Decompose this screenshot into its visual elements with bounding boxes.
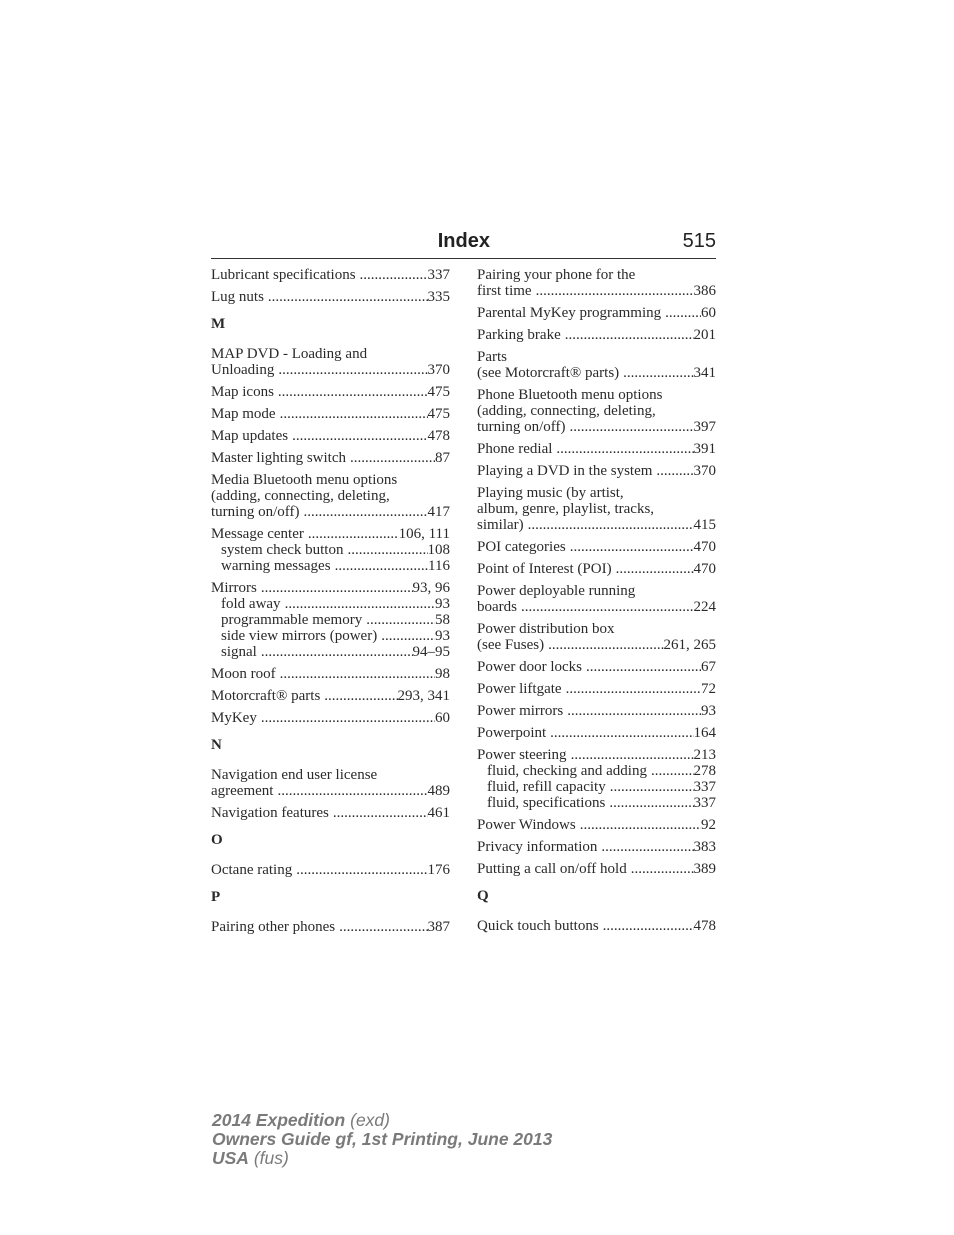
index-entry: [477, 349, 716, 381]
entry-text: Playing music (by artist,: [477, 485, 624, 501]
entry-text: Power door locks: [477, 659, 582, 675]
index-line: [211, 710, 450, 726]
index-line: [477, 419, 716, 435]
entry-page-number: 370: [693, 463, 716, 479]
index-entry: [477, 267, 716, 299]
entry-text: Octane rating: [211, 862, 293, 878]
index-entry: [211, 688, 450, 704]
entry-text: signal: [221, 644, 257, 660]
index-entry: [477, 725, 716, 741]
dot-leader: [276, 666, 435, 682]
entry-text: Phone redial: [477, 441, 553, 457]
footer-line-3: USA (fus): [212, 1148, 289, 1168]
entry-page-number: 478: [427, 428, 450, 444]
entry-text: Parking brake: [477, 327, 561, 343]
entry-text: Putting a call on/off hold: [477, 861, 627, 877]
dot-leader: [524, 517, 694, 533]
index-entry: [211, 862, 450, 878]
index-entry: [211, 919, 450, 935]
dot-leader: [257, 644, 413, 660]
dot-leader: [292, 862, 427, 878]
dot-leader: [562, 681, 701, 697]
index-entry: [211, 580, 450, 660]
dot-leader: [661, 305, 701, 321]
index-line: [211, 428, 450, 444]
dot-leader: [576, 817, 701, 833]
index-entry: [211, 267, 450, 283]
dot-leader: [567, 747, 694, 763]
entry-page-number: 93: [435, 596, 450, 612]
entry-text: Parts: [477, 349, 507, 365]
entry-text: Navigation features: [211, 805, 329, 821]
dot-leader: [552, 441, 693, 457]
entry-text: system check button: [221, 542, 344, 558]
entry-text: Privacy information: [477, 839, 598, 855]
index-entry: [211, 346, 450, 378]
index-entry: [477, 681, 716, 697]
index-entry: [211, 289, 450, 305]
index-line: [211, 362, 450, 378]
entry-text: Power Windows: [477, 817, 576, 833]
entry-text: fluid, checking and adding: [487, 763, 647, 779]
entry-text: fold away: [221, 596, 281, 612]
entry-page-number: 94–95: [412, 644, 450, 660]
dot-leader: [619, 365, 693, 381]
entry-text: POI categories: [477, 539, 566, 555]
dot-leader: [546, 725, 693, 741]
entry-page-number: 261, 265: [663, 637, 716, 653]
entry-text: Phone Bluetooth menu options: [477, 387, 663, 403]
index-line: [211, 666, 450, 682]
index-entry: [211, 428, 450, 444]
index-entry: [211, 450, 450, 466]
index-line: [477, 501, 716, 517]
entry-page-number: 397: [693, 419, 716, 435]
dot-leader: [273, 783, 427, 799]
index-line: [477, 517, 716, 533]
entry-page-number: 106, 111: [398, 526, 450, 542]
index-line: [477, 463, 716, 479]
entry-page-number: 116: [428, 558, 450, 574]
footer: [212, 1111, 552, 1168]
entry-text: (adding, connecting, deleting,: [477, 403, 656, 419]
entry-text: turning on/off): [477, 419, 566, 435]
index-line: [477, 441, 716, 457]
entry-text: Playing a DVD in the system: [477, 463, 653, 479]
index-entry: [211, 384, 450, 400]
entry-text: (see Fuses): [477, 637, 545, 653]
index-line: [211, 504, 450, 520]
dot-leader: [346, 450, 435, 466]
section-letter: N: [211, 737, 222, 753]
entry-page-number: 417: [427, 504, 450, 520]
entry-page-number: 93: [435, 628, 450, 644]
index-entry: [477, 441, 716, 457]
index-line: [477, 747, 716, 763]
index-entry: [211, 472, 450, 520]
entry-text: Power liftgate: [477, 681, 562, 697]
index-entry: [477, 583, 716, 615]
index-entry: [477, 463, 716, 479]
index-subentry: [211, 612, 450, 628]
entry-page-number: 164: [693, 725, 716, 741]
page-number: 515: [682, 230, 716, 252]
entry-text: agreement: [211, 783, 274, 799]
dot-leader: [582, 659, 701, 675]
dot-leader: [566, 539, 694, 555]
footer-line-1: 2014 Expedition (exd): [212, 1110, 390, 1130]
entry-text: (see Motorcraft® parts): [477, 365, 620, 381]
dot-leader: [335, 919, 427, 935]
dot-leader: [274, 384, 428, 400]
entry-text: programmable memory: [221, 612, 363, 628]
entry-text: Pairing other phones: [211, 919, 336, 935]
index-entry: [477, 387, 716, 435]
dot-leader: [544, 637, 663, 653]
index-line: [211, 783, 450, 799]
entry-page-number: 67: [701, 659, 716, 675]
entry-page-number: 92: [701, 817, 716, 833]
dot-leader: [599, 918, 694, 934]
entry-page-number: 383: [693, 839, 716, 855]
index-line: [477, 861, 716, 877]
index-entry: [477, 817, 716, 833]
entry-page-number: 93: [701, 703, 716, 719]
index-line: [211, 862, 450, 878]
index-entry: [477, 747, 716, 811]
entry-text: Master lighting switch: [211, 450, 346, 466]
entry-page-number: 475: [427, 384, 450, 400]
dot-leader: [565, 419, 693, 435]
entry-text: Lubricant specifications: [211, 267, 356, 283]
section-letter: O: [211, 832, 223, 848]
dot-leader: [304, 526, 399, 542]
entry-text: Power deployable running: [477, 583, 636, 599]
index-line: [211, 472, 450, 488]
index-subentry: [477, 779, 716, 795]
index-line: [211, 406, 450, 422]
entry-page-number: 370: [427, 362, 450, 378]
dot-leader: [561, 327, 694, 343]
index-line: [477, 403, 716, 419]
entry-page-number: 415: [693, 517, 716, 533]
entry-text: Mirrors: [211, 580, 257, 596]
index-line: [477, 485, 716, 501]
entry-page-number: 478: [693, 918, 716, 934]
index-line: [477, 349, 716, 365]
index-subentry: [477, 795, 716, 811]
index-line: [211, 526, 450, 542]
entry-text: Motorcraft® parts: [211, 688, 321, 704]
entry-page-number: 224: [693, 599, 716, 615]
entry-page-number: 337: [427, 267, 450, 283]
index-entry: [211, 526, 450, 574]
entry-page-number: 213: [693, 747, 716, 763]
index-line: [477, 621, 716, 637]
dot-leader: [605, 795, 693, 811]
index-line: [211, 384, 450, 400]
index-line: [211, 767, 450, 783]
entry-text: Lug nuts: [211, 289, 264, 305]
index-line: [211, 580, 450, 596]
index-line: [477, 725, 716, 741]
dot-leader: [377, 628, 435, 644]
index-line: [477, 599, 716, 615]
index-line: [477, 659, 716, 675]
entry-page-number: 389: [693, 861, 716, 877]
index-subentry: [211, 644, 450, 660]
index-line: [211, 450, 450, 466]
entry-text: MAP DVD - Loading and: [211, 346, 368, 362]
dot-leader: [652, 463, 693, 479]
dot-leader: [329, 805, 428, 821]
dot-leader: [264, 289, 428, 305]
section-letter: Q: [477, 888, 489, 904]
dot-leader: [612, 561, 694, 577]
index-subentry: [477, 763, 716, 779]
index-line: [477, 918, 716, 934]
index-line: [477, 539, 716, 555]
index-entry: [477, 839, 716, 855]
entry-page-number: 489: [427, 783, 450, 799]
entry-page-number: 87: [435, 450, 450, 466]
index-line: [477, 387, 716, 403]
entry-page-number: 278: [693, 763, 716, 779]
index-entry: [477, 327, 716, 343]
index-entry: [477, 485, 716, 533]
index-line: [477, 703, 716, 719]
entry-text: Power steering: [477, 747, 567, 763]
dot-leader: [606, 779, 694, 795]
entry-page-number: 98: [435, 666, 450, 682]
dot-leader: [627, 861, 694, 877]
index-line: [211, 346, 450, 362]
entry-text: warning messages: [221, 558, 331, 574]
index-column-right: [477, 267, 716, 940]
index-line: [211, 805, 450, 821]
entry-page-number: 341: [693, 365, 716, 381]
entry-text: Map icons: [211, 384, 274, 400]
index-entry: [211, 767, 450, 799]
index-line: [477, 561, 716, 577]
index-line: [477, 583, 716, 599]
dot-leader: [647, 763, 694, 779]
entry-page-number: 386: [693, 283, 716, 299]
entry-text: Moon roof: [211, 666, 276, 682]
section-letter: P: [211, 889, 221, 905]
entry-text: (adding, connecting, deleting,: [211, 488, 390, 504]
entry-text: Message center: [211, 526, 304, 542]
index-entry: [477, 621, 716, 653]
index-entry: [477, 659, 716, 675]
entry-text: Unloading: [211, 362, 275, 378]
index-line: [477, 365, 716, 381]
entry-text: Media Bluetooth menu options: [211, 472, 398, 488]
entry-text: Quick touch buttons: [477, 918, 599, 934]
entry-page-number: 201: [693, 327, 716, 343]
index-line: [477, 327, 716, 343]
entry-text: fluid, refill capacity: [487, 779, 606, 795]
entry-text: Pairing your phone for the: [477, 267, 636, 283]
index-line: [477, 283, 716, 299]
entry-page-number: 60: [701, 305, 716, 321]
index-line: [211, 267, 450, 283]
entry-page-number: 475: [427, 406, 450, 422]
entry-page-number: 461: [427, 805, 450, 821]
index-line: [477, 305, 716, 321]
index-line: [477, 637, 716, 653]
index-subentry: [211, 558, 450, 574]
dot-leader: [356, 267, 428, 283]
index-entry: [477, 861, 716, 877]
entry-page-number: 72: [701, 681, 716, 697]
section-letter: M: [211, 316, 226, 332]
entry-page-number: 335: [427, 289, 450, 305]
index-line: [477, 681, 716, 697]
dot-leader: [288, 428, 427, 444]
entry-text: Navigation end user license: [211, 767, 378, 783]
entry-text: Power distribution box: [477, 621, 615, 637]
entry-page-number: 93, 96: [412, 580, 450, 596]
index-line: [211, 488, 450, 504]
index-entry: [477, 703, 716, 719]
index-line: [211, 688, 450, 704]
index-entry: [211, 710, 450, 726]
dot-leader: [331, 558, 428, 574]
dot-leader: [517, 599, 694, 615]
entry-text: album, genre, playlist, tracks,: [477, 501, 655, 517]
footer-line-2: Owners Guide gf, 1st Printing, June 2013: [212, 1129, 553, 1149]
entry-text: MyKey: [211, 710, 257, 726]
entry-page-number: 337: [693, 779, 716, 795]
index-entry: [477, 305, 716, 321]
dot-leader: [274, 362, 427, 378]
entry-text: fluid, specifications: [487, 795, 606, 811]
entry-page-number: 108: [427, 542, 450, 558]
dot-leader: [257, 710, 435, 726]
index-column-left: [211, 267, 450, 941]
entry-text: Map updates: [211, 428, 289, 444]
entry-page-number: 58: [435, 612, 450, 628]
entry-page-number: 293, 341: [397, 688, 450, 704]
entry-text: Power mirrors: [477, 703, 564, 719]
entry-text: Parental MyKey programming: [477, 305, 662, 321]
entry-text: first time: [477, 283, 532, 299]
dot-leader: [320, 688, 397, 704]
entry-page-number: 387: [427, 919, 450, 935]
dot-leader: [257, 580, 413, 596]
dot-leader: [281, 596, 435, 612]
entry-page-number: 470: [693, 539, 716, 555]
entry-page-number: 176: [427, 862, 450, 878]
page-header: [211, 228, 716, 259]
index-line: [211, 919, 450, 935]
dot-leader: [563, 703, 701, 719]
index-entry: [211, 805, 450, 821]
index-entry: [477, 561, 716, 577]
dot-leader: [299, 504, 427, 520]
entry-text: turning on/off): [211, 504, 300, 520]
dot-leader: [343, 542, 427, 558]
dot-leader: [276, 406, 428, 422]
entry-text: Point of Interest (POI): [477, 561, 612, 577]
index-line: [477, 839, 716, 855]
entry-page-number: 60: [435, 710, 450, 726]
index-line: [477, 817, 716, 833]
entry-text: Map mode: [211, 406, 276, 422]
dot-leader: [597, 839, 693, 855]
index-entry: [211, 666, 450, 682]
entry-text: similar): [477, 517, 524, 533]
entry-page-number: 391: [693, 441, 716, 457]
dot-leader: [532, 283, 694, 299]
index-subentry: [211, 596, 450, 612]
page-title: Index: [437, 230, 490, 252]
index-entry: [477, 539, 716, 555]
index-entry: [477, 918, 716, 934]
index-entry: [211, 406, 450, 422]
index-subentry: [211, 628, 450, 644]
entry-text: side view mirrors (power): [221, 628, 378, 644]
index-line: [477, 267, 716, 283]
entry-text: Powerpoint: [477, 725, 547, 741]
entry-text: boards: [477, 599, 517, 615]
index-subentry: [211, 542, 450, 558]
entry-page-number: 337: [693, 795, 716, 811]
dot-leader: [362, 612, 435, 628]
entry-page-number: 470: [693, 561, 716, 577]
index-line: [211, 289, 450, 305]
